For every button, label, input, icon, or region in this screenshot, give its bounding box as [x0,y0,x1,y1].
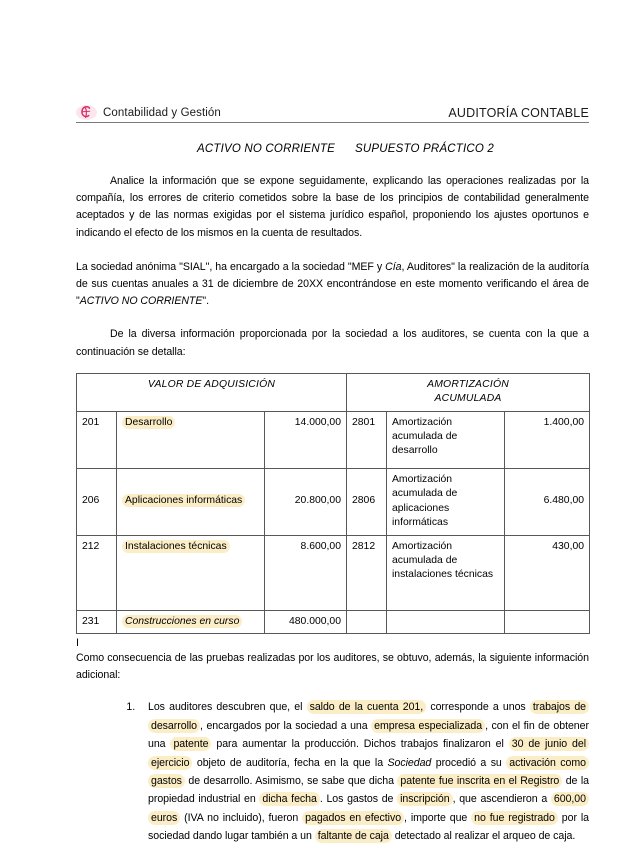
row-concept-highlight: Aplicaciones informáticas [122,494,245,507]
company-paragraph [76,259,589,311]
plain-text: Los auditores descubren que, el [148,701,307,714]
cg-monogram-logo-icon [76,105,97,120]
findings-list [76,698,589,845]
highlighted-text: pagados en efectivo [302,811,404,825]
plain-text: , encargados por la sociedad a una [200,719,372,732]
row-concept [117,468,265,535]
plain-text: de la propiedad industrial en [148,775,589,806]
company-paragraph-part-a: La sociedad anónima "SIAL", ha encargado a la sociedad "MEF y [76,260,386,273]
plain-text: corresponde a unos [426,701,530,714]
highlighted-text: patente fue inscrita en el Registro [397,774,562,788]
table-row [77,610,590,633]
row-concept-highlight: Instalaciones técnicas [122,540,230,553]
list-item [138,698,589,845]
header-amortization-line1: AMORTIZACIÓN [427,378,509,390]
header-acquisition-value: VALOR DE ADQUISICIÓN [77,373,347,411]
page-title [76,143,589,155]
highlighted-text: empresa especializada [371,719,485,733]
highlighted-text: faltante de caja [315,829,392,843]
row-concept [117,535,265,610]
row-amortization-concept [387,610,505,633]
row-acquisition-amount: 20.800,00 [265,468,347,535]
plain-text: por la sociedad dando lugar también a un [148,811,589,843]
row-amortization-concept: Amortización acumulada de aplicaciones informáticas [387,468,505,535]
row-amortization-code [347,610,387,633]
highlighted-text: dicha fecha [259,792,319,806]
row-acquisition-amount: 8.600,00 [265,535,347,610]
intro-paragraph: Analice la información que se expone seguidamente, explicando las operaciones realizadas por la compañía, los errores de criterio cometidos sobre la base de los principios de contabilidad generalmente aceptados y de las normas exigidas por el sistema jurídico español, proponiendo los ajustes oportunos e indicando el efecto de los mismos en la cuenta de resultados. [76,175,589,239]
page-title-left: ACTIVO NO CORRIENTE [196,143,335,155]
row-concept [117,411,265,468]
table-row [77,535,590,610]
brand-block [76,105,221,120]
row-amortization-amount: 430,00 [505,535,590,610]
header-amortization-line2: ACUMULADA [434,393,502,405]
row-amortization-code: 2806 [347,468,387,535]
company-paragraph-italic-area: ACTIVO NO CORRIENTE [79,295,203,308]
highlighted-text: 600,00 euros [148,792,589,824]
row-account-code: 201 [77,411,117,468]
plain-text: Sociedad [387,756,432,769]
row-acquisition-amount: 480.000,00 [265,610,347,633]
row-amortization-concept: Amortización acumulada de instalaciones técnicas [387,535,505,610]
row-concept-highlight: Desarrollo [122,416,175,429]
row-account-code: 212 [77,535,117,610]
row-account-code: 206 [77,468,117,535]
assets-table [76,373,590,634]
document-header [76,105,589,123]
company-paragraph-part-c: ". [202,295,209,308]
plain-text: de desarrollo. Asimismo, se sabe que dicha [184,775,398,788]
plain-text: , importe que [404,811,472,824]
highlighted-text: saldo de la cuenta 201, [307,700,427,714]
row-amortization-amount [505,610,590,633]
highlighted-text: no fue registrado [471,811,558,825]
plain-text: para aumentar la producción. Dichos trabajos finalizaron el [211,738,509,751]
highlighted-text: activación como gastos [148,756,589,788]
plain-text: , que ascendieron a [452,793,551,806]
highlighted-text: trabajos de desarrollo [148,700,589,732]
highlighted-text: patente [170,737,211,751]
highlighted-text: 30 de junio del ejercicio [148,737,589,769]
row-amortization-amount: 1.400,00 [505,411,590,468]
orphan-character: I [76,637,79,650]
row-account-code: 231 [77,610,117,633]
plain-text: . Los gastos de [319,793,398,806]
plain-text: , con el fin de obtener una [148,719,589,751]
header-accumulated-amortization [347,373,590,411]
row-concept [117,610,265,633]
header-document-type: AUDITORÍA CONTABLE [448,106,589,120]
plain-text: procedió a su [431,756,507,769]
plain-text: (IVA no incluido), fueron [180,811,303,824]
additional-info-paragraph: Como consecuencia de las pruebas realizadas por los auditores, se obtuvo, además, la siguiente información adicional: [76,652,589,682]
highlighted-text: inscripción [397,792,453,806]
table-row [77,411,590,468]
company-paragraph-italic-cia: Cía [385,260,402,273]
plain-text: detectado al realizar el arqueo de caja. [391,830,576,843]
page-title-right: SUPUESTO PRÁCTICO 2 [354,143,495,155]
table-header-row [77,373,590,411]
row-acquisition-amount: 14.000,00 [265,411,347,468]
company-paragraph-part-b: , Auditores" la realización de la auditoría de sus cuentas anuales a 31 de diciembre de 20XX encontrándose en este momento verificando el área de " [76,260,589,308]
plain-text: objeto de auditoría, fecha en la que la [192,756,388,769]
row-amortization-concept: Amortización acumulada de desarrollo [387,411,505,468]
brand-name: Contabilidad y Gestión [103,106,221,119]
row-amortization-code: 2812 [347,535,387,610]
row-amortization-code: 2801 [347,411,387,468]
table-row [77,468,590,535]
detail-intro-paragraph: De la diversa información proporcionada por la sociedad a los auditores, se cuenta con la que a continuación se detalla: [76,328,589,358]
row-concept-highlight: Construcciones en curso [122,615,242,628]
row-amortization-amount: 6.480,00 [505,468,590,535]
